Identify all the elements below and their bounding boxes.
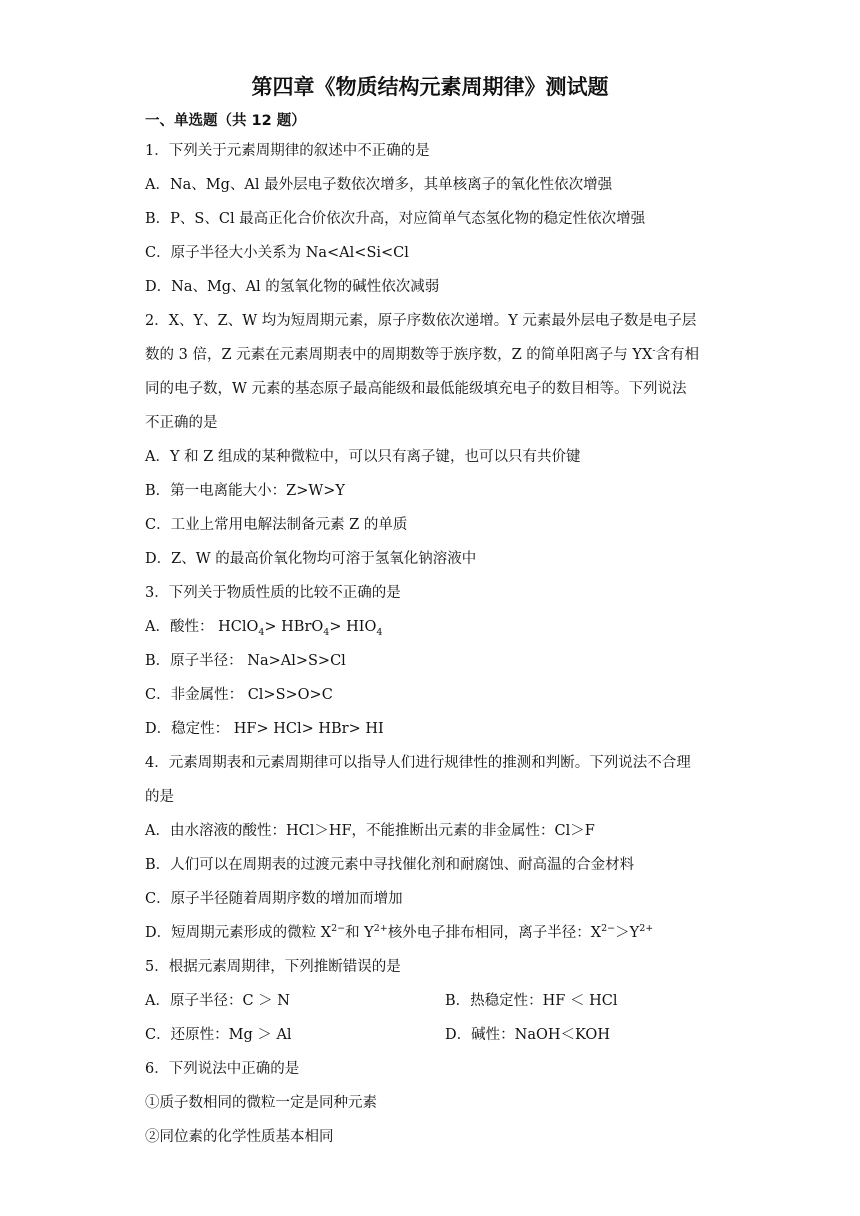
question-3-option-c: C．非金属性： Cl>S>O>C xyxy=(145,687,333,703)
text-span: ＞Y xyxy=(615,925,640,941)
question-5-option-c: C．还原性：Mg ＞ Al xyxy=(145,1027,292,1043)
question-4-stem-line-2: 的是 xyxy=(145,789,174,805)
question-3-stem: 3．下列关于物质性质的比较不正确的是 xyxy=(145,585,401,601)
question-2-stem-line-1: 2．X、Y、Z、W 均为短周期元素，原子序数依次递增。Y 元素最外层电子数是电子层 xyxy=(145,313,697,329)
question-5-options-row-2 xyxy=(145,1018,720,1052)
text-span: > HBrO xyxy=(264,619,324,635)
question-2-stem-line-3: 同的电子数，W 元素的基态原子最高能级和最低能级填充电子的数目相等。下列说法 xyxy=(145,381,687,397)
page-title: 第四章《物质结构元素周期律》测试题 xyxy=(251,75,609,99)
question-1-option-a: A．Na、Mg、Al 最外层电子数依次增多，其单核离子的氧化性依次增强 xyxy=(145,177,613,193)
question-5-options-row-1 xyxy=(145,984,720,1018)
question-6-stem: 6．下列说法中正确的是 xyxy=(145,1061,300,1077)
text-span: 和 Y xyxy=(345,925,374,941)
question-list xyxy=(145,134,720,1154)
question-2-stem-line-2 xyxy=(145,338,720,372)
section-heading: 一、单选题（共 12 题） xyxy=(145,113,306,129)
question-2-option-b: B．第一电离能大小：Z>W>Y xyxy=(145,483,346,499)
text-span: D．短周期元素形成的微粒 X xyxy=(145,925,332,941)
question-4-stem-line-1: 4．元素周期表和元素周期律可以指导人们进行规律性的推测和判断。下列说法不合理 xyxy=(145,755,691,771)
question-5-option-a: A．原子半径：C ＞ N xyxy=(145,993,290,1009)
superscript: 2+ xyxy=(373,923,388,935)
question-2-option-d: D．Z、W 的最高价氧化物均可溶于氢氧化钠溶液中 xyxy=(145,551,477,567)
question-2-option-c: C．工业上常用电解法制备元素 Z 的单质 xyxy=(145,517,408,533)
question-1-option-c: C．原子半径大小关系为 Na<Al<Si<Cl xyxy=(145,245,409,261)
superscript: 2+ xyxy=(639,923,654,935)
question-3-option-a xyxy=(145,610,720,644)
question-3-option-b: B．原子半径： Na>Al>S>Cl xyxy=(145,653,346,669)
subscript: 4 xyxy=(323,626,330,638)
superscript: 2− xyxy=(331,923,346,935)
question-5-option-b: B．热稳定性：HF ＜ HCl xyxy=(445,993,618,1009)
text-span: A．酸性： HClO xyxy=(145,619,259,635)
text-span: > HIO xyxy=(329,619,377,635)
question-4-option-b: B．人们可以在周期表的过渡元素中寻找催化剂和耐腐蚀、耐高温的合金材料 xyxy=(145,857,635,873)
text-span: 数的 3 倍，Z 元素在元素周期表中的周期数等于族序数，Z 的简单阳离子与 YX xyxy=(145,347,653,363)
subscript: 4 xyxy=(258,626,265,638)
question-1-option-d: D．Na、Mg、Al 的氢氧化物的碱性依次减弱 xyxy=(145,279,440,295)
question-6-item-2: ②同位素的化学性质基本相同 xyxy=(145,1129,334,1145)
text-span: 核外电子排布相同，离子半径：X xyxy=(387,925,602,941)
question-3-option-d: D．稳定性： HF> HCl> HBr> HI xyxy=(145,721,384,737)
superscript: 2− xyxy=(601,923,616,935)
question-1-stem: 1．下列关于元素周期律的叙述中不正确的是 xyxy=(145,143,430,159)
question-2-stem-line-4: 不正确的是 xyxy=(145,415,218,431)
question-5-option-d: D．碱性：NaOH＜KOH xyxy=(445,1027,610,1043)
question-4-option-c: C．原子半径随着周期序数的增加而增加 xyxy=(145,891,403,907)
subscript: 4 xyxy=(376,626,383,638)
question-1-option-b: B．P、S、Cl 最高正化合价依次升高，对应简单气态氢化物的稳定性依次增强 xyxy=(145,211,646,227)
superscript: - xyxy=(652,345,656,357)
question-2-option-a: A．Y 和 Z 组成的某种微粒中，可以只有离子键，也可以只有共价键 xyxy=(145,449,581,465)
text-span: 含有相 xyxy=(655,347,700,363)
question-5-stem: 5．根据元素周期律，下列推断错误的是 xyxy=(145,959,401,975)
question-4-option-d xyxy=(145,916,720,950)
question-6-item-1: ①质子数相同的微粒一定是同种元素 xyxy=(145,1095,377,1111)
question-4-option-a: A．由水溶液的酸性：HCl＞HF，不能推断出元素的非金属性：Cl＞F xyxy=(145,823,595,839)
